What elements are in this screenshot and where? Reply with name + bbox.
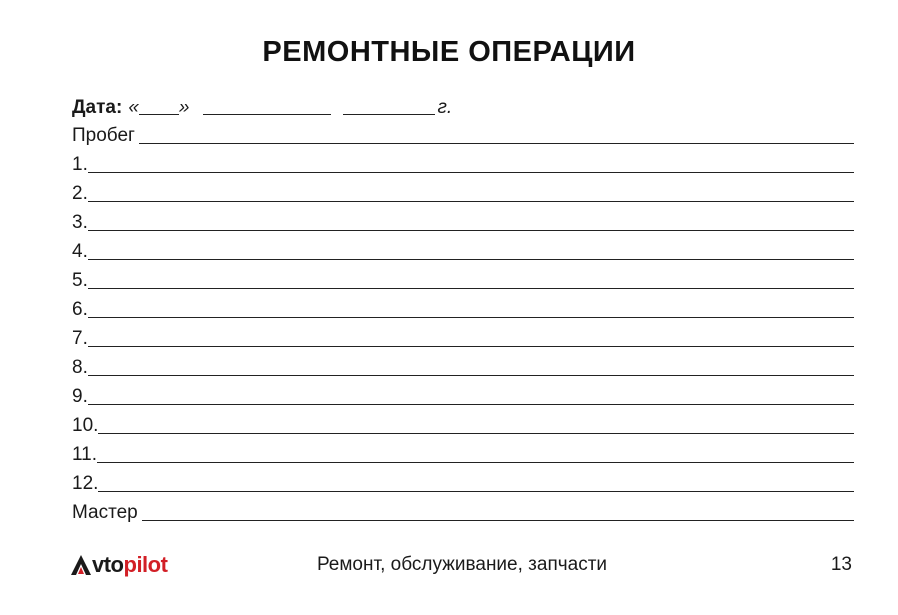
operation-field[interactable] — [88, 326, 854, 347]
day-field[interactable] — [139, 96, 179, 115]
master-row — [72, 496, 854, 525]
close-quote: » — [178, 97, 190, 118]
operations-list — [72, 148, 854, 496]
operation-number: 7. — [72, 328, 88, 349]
operation-field[interactable] — [88, 384, 854, 405]
operation-row — [72, 380, 854, 409]
operation-field[interactable] — [97, 442, 854, 463]
operation-number: 9. — [72, 386, 88, 407]
footer-tagline: Ремонт, обслуживание, запчасти — [316, 554, 608, 575]
operation-number: 11. — [72, 444, 98, 465]
operation-number: 5. — [72, 270, 88, 291]
operation-row — [72, 264, 854, 293]
year-suffix: г. — [437, 97, 453, 118]
operation-field[interactable] — [88, 152, 854, 173]
operation-field[interactable] — [88, 239, 854, 260]
operation-field[interactable] — [88, 181, 854, 202]
mileage-row — [72, 119, 854, 148]
operation-row — [72, 293, 854, 322]
operation-row — [72, 467, 854, 496]
operation-row — [72, 322, 854, 351]
page-title: РЕМОНТНЫЕ ОПЕРАЦИИ — [262, 36, 636, 68]
operation-row — [72, 148, 854, 177]
master-label: Мастер — [72, 502, 138, 523]
operation-field[interactable] — [88, 355, 854, 376]
date-label: Дата: — [72, 97, 123, 118]
logo-vto: vto — [92, 552, 124, 577]
footer — [70, 552, 854, 582]
operation-number: 6. — [72, 299, 88, 320]
operation-number: 4. — [72, 241, 88, 262]
operation-row — [72, 206, 854, 235]
operation-number: 8. — [72, 357, 88, 378]
year-field[interactable] — [343, 96, 435, 115]
operation-row — [72, 351, 854, 380]
operation-field[interactable] — [88, 268, 854, 289]
operation-number: 12. — [72, 473, 99, 494]
operation-row — [72, 409, 854, 438]
operation-number: 3. — [72, 212, 88, 233]
operation-field[interactable] — [88, 297, 854, 318]
operation-number: 10. — [72, 415, 99, 436]
mileage-label: Пробег — [72, 125, 135, 146]
mileage-field[interactable] — [139, 123, 854, 144]
open-quote: « — [128, 97, 139, 118]
operation-number: 1. — [72, 154, 88, 175]
operation-field[interactable] — [88, 210, 854, 231]
operation-number: 2. — [72, 183, 88, 204]
month-field[interactable] — [203, 96, 331, 115]
repair-form — [72, 95, 854, 525]
master-field[interactable] — [142, 500, 854, 521]
operation-field[interactable] — [98, 471, 854, 492]
operation-field[interactable] — [98, 413, 854, 434]
page-number: 13 — [830, 554, 852, 575]
operation-row — [72, 438, 854, 467]
date-row — [72, 95, 854, 119]
operation-row — [72, 235, 854, 264]
logo-pilot: pilot — [123, 552, 168, 577]
operation-row — [72, 177, 854, 206]
